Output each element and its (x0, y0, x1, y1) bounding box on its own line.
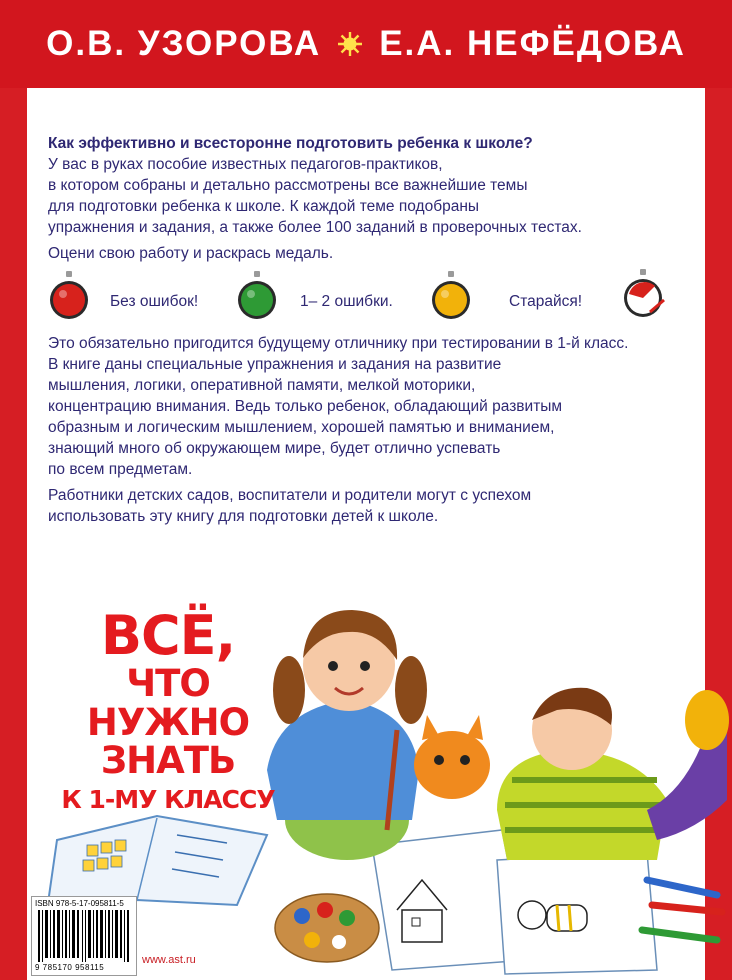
body-line: Это обязательно пригодится будущему отличнику при тестировании в 1-й класс. (48, 335, 629, 352)
barcode-icon (36, 910, 132, 962)
closing-paragraph (48, 485, 698, 527)
isbn-digits: 9 785170 958115 (35, 963, 105, 972)
sun-icon (337, 31, 363, 57)
title-line: ЧТО НУЖНО (86, 661, 250, 744)
body-line: по всем предметам. (48, 461, 193, 478)
uncolored-medal-icon (620, 268, 666, 318)
header-banner (0, 0, 732, 88)
body-line: В книге даны специальные упражнения и задания на развитие (48, 356, 502, 373)
intro-lead: Как эффективно и всесторонне подготовить ребенка к школе? (48, 135, 533, 152)
title-line: К 1-МУ КЛАССУ (61, 785, 275, 815)
body-line: образным и логическим мышлением, хорошей памятью и вниманием, (48, 419, 555, 436)
title-line: ЗНАТЬ (100, 739, 236, 783)
author-1: О.В. УЗОРОВА (46, 24, 322, 63)
medal-label: Старайся! (509, 293, 583, 310)
author-2: Е.А. НЕФЁДОВА (379, 24, 686, 63)
green-medal-icon (234, 270, 280, 320)
rating-prompt: Оцени свою работу и раскрась медаль. (48, 245, 334, 262)
intro-line: У вас в руках пособие известных педагогов-практиков, (48, 156, 443, 173)
yellow-medal-icon (428, 270, 474, 320)
closing-line: Работники детских садов, воспитатели и родители могут с успехом (48, 487, 532, 504)
isbn-block (31, 896, 137, 976)
intro-line: в котором собраны и детально рассмотрены все важнейшие темы (48, 177, 528, 194)
closing-line: использовать эту книгу для подготовки детей к школе. (48, 508, 439, 525)
body-line: мышления, логики, оперативной памяти, мелкой моторики, (48, 377, 476, 394)
title-line: ВСЁ, (100, 604, 236, 667)
body-paragraph (48, 333, 698, 480)
intro-line: для подготовки ребенка к школе. К каждой теме подобраны (48, 198, 480, 215)
body-line: знающий много об окружающем мире, будет отлично успевать (48, 440, 501, 457)
body-line: концентрацию внимания. Ведь только ребенок, обладающий развитым (48, 398, 563, 415)
isbn-label: ISBN 978-5-17-095811-5 (35, 899, 124, 908)
intro-paragraph (48, 154, 698, 238)
red-medal-icon (46, 270, 92, 320)
intro-line: упражнения и задания, а также более 100 заданий в проверочных тестах. (48, 219, 582, 236)
book-title (48, 604, 288, 815)
publisher-website: www.ast.ru (142, 954, 196, 966)
medal-label: Без ошибок! (110, 293, 199, 310)
medal-label: 1– 2 ошибки. (300, 293, 393, 310)
